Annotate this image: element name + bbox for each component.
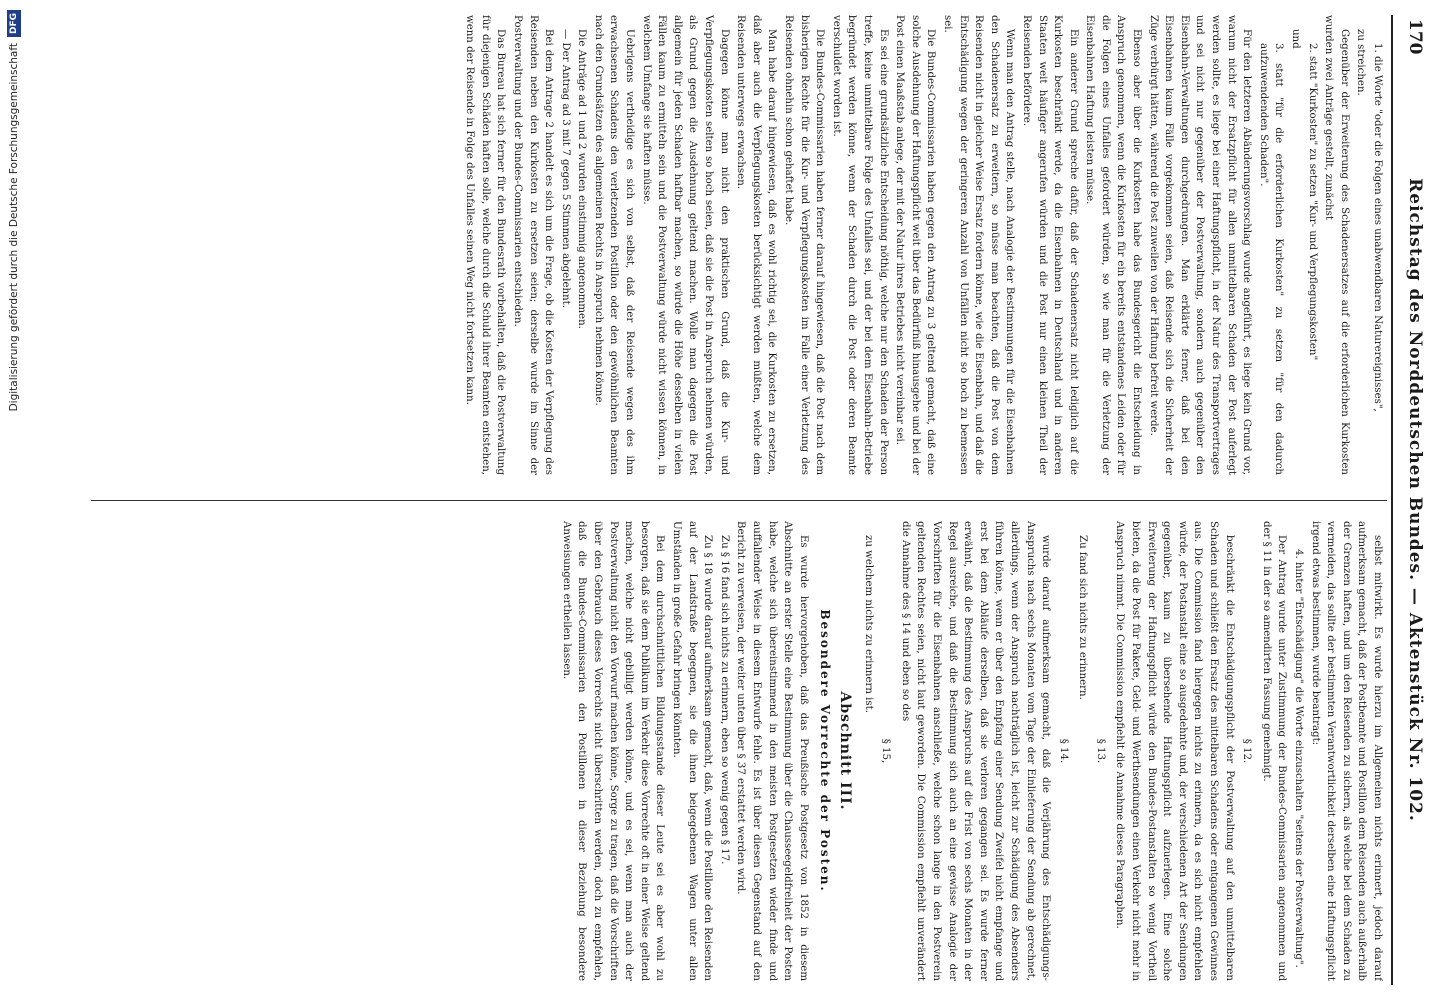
paragraph: beschränkt die Entschädigungspflicht der Postverwaltung auf den unmittelbaren Schaden und schließt den Ersatz des mittelbaren Schadens oder entgangenen Gewinnes aus. Die Commission fand hiergegen nichts zu erinnern, da es sich nicht empfehlen würde, der Postanstalt eine so ausgedehnte und, der verschiedenen Art der Sendungen gegenüber, kaum zu übersehende Haftungspflicht aufzuerlegen. Eine solche Erweiterung der Haftungspflicht würde den Bundes-Postanstalten so wenig Vortheil bieten, da die Post für Pakete, Geld- und Werthsendungen einen Verkehr nicht mehr in Anspruch nimmt. Die Commission empfiehlt die Annahme dieses Paragraphen. xyxy=(1114,521,1235,981)
section-number: § 14. xyxy=(1057,738,1069,764)
paragraph: Zu § 18 wurde darauf aufmerksam gemacht, daß, wenn die Postillone den Reisenden auf der Landstraße begegnen, sie die ihnen beigegebenen Wagen unter allen Umständen in große Gefahr bringen könnten. xyxy=(671,521,714,981)
section-number: § 12. xyxy=(1241,738,1253,764)
paragraph: Die Bundes-Commissarien haben ferner darauf hingewiesen, daß die Post nach dem bisherigen Rechte für die Kur- und Verpflegungskosten im Falle einer Verletzung des Reisenden ohnehin schon gehaftet habe. xyxy=(783,15,826,475)
list-item: 4. hinter "Entschädigung" die Worte einzuschalten "seitens der Postverwaltung". xyxy=(1293,549,1305,968)
paragraph: — Der Antrag ad 3 mit 7 gegen 5 Stimmen abgelehnt. xyxy=(559,29,571,308)
paragraph: Der Antrag wurde unter Zustimmung der Bundes-Commissarien angenommen und der § 11 in der so amendirten Fassung genehmigt. xyxy=(1260,521,1288,981)
section-number: § 15, xyxy=(880,738,892,764)
list-item: 1. die Worte "oder die Folgen eines unabwendbaren Naturereignisses", xyxy=(1372,43,1383,412)
paragraph: zu streichen. xyxy=(1355,29,1367,96)
digitization-footer xyxy=(4,0,24,1000)
paragraph: Bei dem Antrage 2 handelt es sich um die Frage, ob die Kosten der Verpflegung des Reisenden neben den Kurkosten zu ersetzen seien; derselbe wurde im Sinne der Postverwaltung und der Bundes-Commissarien entschieden. xyxy=(511,15,555,475)
section-heading: Abschnitt III. xyxy=(837,691,853,811)
list-item: 2. statt "Kurkosten" zu setzen "Kur- und Verpflegungskosten" xyxy=(1306,43,1318,361)
paragraph: Die Anträge ad 1 und 2 wurden einstimmig angenommen. xyxy=(576,29,588,329)
paragraph: Die Bundes-Commissarien haben gegen den Antrag zu 3 geltend gemacht, daß eine solche Ausdehnung der Haftungspflicht weit über das Bedürfniß hinausgehe und bei der Post einen Maaßstab anlege, der mit der Natur ihres Betriebes nicht vereinbar sei. xyxy=(894,15,937,475)
document-page xyxy=(88,15,1432,985)
paragraph: Gegenüber der Erweiterung des Schadenersatzes auf die erforderlichen Kurkosten wurden zwei Anträge gestellt, zunächst xyxy=(1323,15,1350,475)
paragraph: Zu fand sich nichts zu erinnern. xyxy=(1077,535,1089,700)
paragraph: Ebenso aber über die Kurkosten habe das Bundesgericht die Entscheidung in Anspruch genommen, wenn die Kurkosten für ein bereits entstandenes Leiden oder für die Folgen eines Unfalles gefordert würden, so wie man für die Verletzung der Eisenbahnen Haftung leisten müsse. xyxy=(1084,15,1143,475)
paragraph: Wenn man den Antrag stelle, nach Analogie der Bestimmungen für die Eisenbahnen den Schadenersatz zu erweitern, so müsse man beachten, daß die Post von dem Reisenden nicht in gleicher Weise Ersatz fordern könne, wie die Eisenbahn, und daß die Entschädigung wegen der geringeren Anzahl von Unfällen nicht so hoch zu bemessen sei. xyxy=(941,15,1016,475)
dfg-logo: DFG xyxy=(7,10,21,37)
paragraph: Es wurde hervorgehoben, daß das Preußische Postgesetz von 1852 in diesem Abschnitte an erster Stelle eine Bestimmung über die Chausseegeldfreiheit der Posten habe, welche sich übereinstimmend in den meisten Postgesetzen wieder finde und auffallender Weise in diesem Entwurfe fehle. Es ist über diesen Gegenstand auf den Bericht zu verweisen, der weiter unten über § 37 erstattet werden wird. xyxy=(735,521,809,981)
list-item: 3. statt "für die erforderlichen Kurkosten" zu setzen "für den dadurch aufzuwendenden Schaden". xyxy=(1257,43,1285,475)
running-title: Reichstag des Norddeutschen Bundes. — Aktenstück Nr. 102. xyxy=(1405,178,1425,822)
left-column xyxy=(95,15,1385,475)
paragraph: wurde darauf aufmerksam gemacht, daß die Verjährung des Entschädigungs-Anspruchs nach sechs Monaten vom Tage der Einlieferung der Sendung ab gerechnet, allerdings, wenn der Anspruch nachträglich ist, leicht zur Schädigung des Absenders führen könne, wenn er über den Empfang einer Sendung Zweifel nicht empfange und erst bei dem Abläufe derselben, daß sie verloren gegangen sei. Es wurde ferner erwähnt, daß die Bestimmung des Anspruchs auf die Frist von sechs Monaten in der Regel ausreiche, und daß die Bestimmung sich auch an eine gewisse Analogie der Vorschriften für die Eisenbahnen anschließe, welche schon lange in den Postverein geltenden Rechtes seien, nicht laut geworden. Die Commission empfiehlt unverändert die Annahme des § 14 und eben so des xyxy=(899,521,1052,981)
paragraph: Dagegen könne man nicht den praktischen Grund, daß die Kur- und Verpflegungskosten selten so hoch seien, daß sie die Post in Anspruch nehmen würden, als Grund gegen die Ausdehnung geltend machen. Wolle man dagegen die Post allgemein für jeden Schaden haftbar machen, so würde die Höhe desselben in vielen Fällen kaum zu ermitteln sein und die Postverwaltung würde nicht wissen können, in welchem Umfange sie haften müsse. xyxy=(640,15,730,475)
page-header xyxy=(1391,15,1432,985)
paragraph: Uebrigens vertheidige es sich von selbst, daß der Reisende wegen des ihm erwachsenen Schadens den verletzenden Postillon oder den gewöhnlichen Beamten nach den Grundsätzen des allgemeinen Rechts in Anspruch nehmen könne. xyxy=(592,15,636,475)
paragraph: zu welchem nichts zu erinnern ist. xyxy=(862,535,874,713)
paragraph: selbst mitwirkt. Es wurde hierzu im Allgemeinen nichts erinnert, jedoch darauf aufmerksam gemacht, daß der Postbeamte und Postillon dem Reisenden auch außerhalb der Grenzen haften, und um den Reisenden zu sichern, als welche bei dem Schaden zu vermeiden, das sollte der bestimmten Verantwortlichkeit derselben eine Haftungspflicht irgend etwas bestimmen, wurde beantragt: xyxy=(1309,521,1383,981)
paragraph: Für den letzteren Abänderungsvorschlag wurde angeführt, es liege kein Grund vor, warum nicht der Ersatzpflicht für allen unmittelbaren Schaden der Post auferlegt werden sollte, es liege bei einer Haftungspflicht, in der Natur des Transportvertrages und sei nicht nur gegenüber der Postverwaltung, sondern auch gegenüber den Eisenbahn-Verwaltungen durchgedrungen. Man erklärte ferner, daß bei den Eisenbahnen kaum Fälle vorgekommen seien, daß Reisende sich die Sicherheit der Züge verbürgt hätten, während die Post zuweilen von der Haftung befreit werde. xyxy=(1147,15,1253,475)
paragraph: Man habe darauf hingewiesen, daß es wohl richtig sei, die Kurkosten zu ersetzen, daß aber auch die Verpflegungskosten berücksichtigt werden müßten, welche dem Reisenden unterwegs erwachsen. xyxy=(735,15,778,475)
paragraph: Ein anderer Grund spreche dafür, daß der Schadenersatz nicht lediglich auf die Kurkosten beschränkt werde, da die Eisenbahnen in Deutschland und in anderen Staaten weit häufiger angerufen würden und die Post nur einen kleinen Theil der Reisenden befördere. xyxy=(1020,15,1079,475)
page-number: 170 xyxy=(1405,19,1425,55)
rotated-page-content xyxy=(88,15,1432,985)
paragraph: und xyxy=(1290,29,1302,49)
section-number: § 13. xyxy=(1094,738,1106,764)
paragraph: Bei dem durchschnittlichen Bildungsstande dieser Leute sei es aber wohl zu besorgen, daß sie dem Publikum im Verkehr diese Vorrechte oft in einer Weise geltend machen, welche nicht gebilligt werden könne, und es sei, wenn man auch der Postverwaltung nicht den Vorwurf machen könne, Sorge zu tragen, daß die Vorschriften über den Gebrauch dieses Vorrechts nicht überschritten werden, doch zu empfehlen, daß die Bundes-Commissarien den Postillonen in dieser Beziehung besondere Anweisungen ertheilen lassen. xyxy=(560,521,666,981)
funding-note: Digitalisierung gefördert durch die Deutsche Forschungsgemeinschaft xyxy=(8,43,20,412)
section-subheading: Besondere Vorrechte der Posten. xyxy=(818,609,833,893)
right-column xyxy=(95,521,1385,981)
paragraph: Es sei eine grundsätzliche Entscheidung nöthig, welche nur den Schaden der Person treffe, keine unmittelbare Folge des Unfalles sei, und der bei dem Eisenbahn-Betriebe begründet werden könne, wenn der Schaden durch die Post oder deren Beamte verschuldet worden ist. xyxy=(830,15,889,475)
paragraph: Zu § 16 fand sich nichts zu erinnern, eben so wenig gegen § 17. xyxy=(718,535,730,865)
column-divider xyxy=(91,500,1387,501)
paragraph: Das Bureau hat sich ferner für den Bundesrath vorbehalten, daß die Postverwaltung für diejenigen Schäden haften solle, welche durch die Schuld ihrer Beamten entstehen, wenn der Reisende in Folge des Unfalles seinen Weg nicht fortsetzen kann. xyxy=(464,15,507,475)
